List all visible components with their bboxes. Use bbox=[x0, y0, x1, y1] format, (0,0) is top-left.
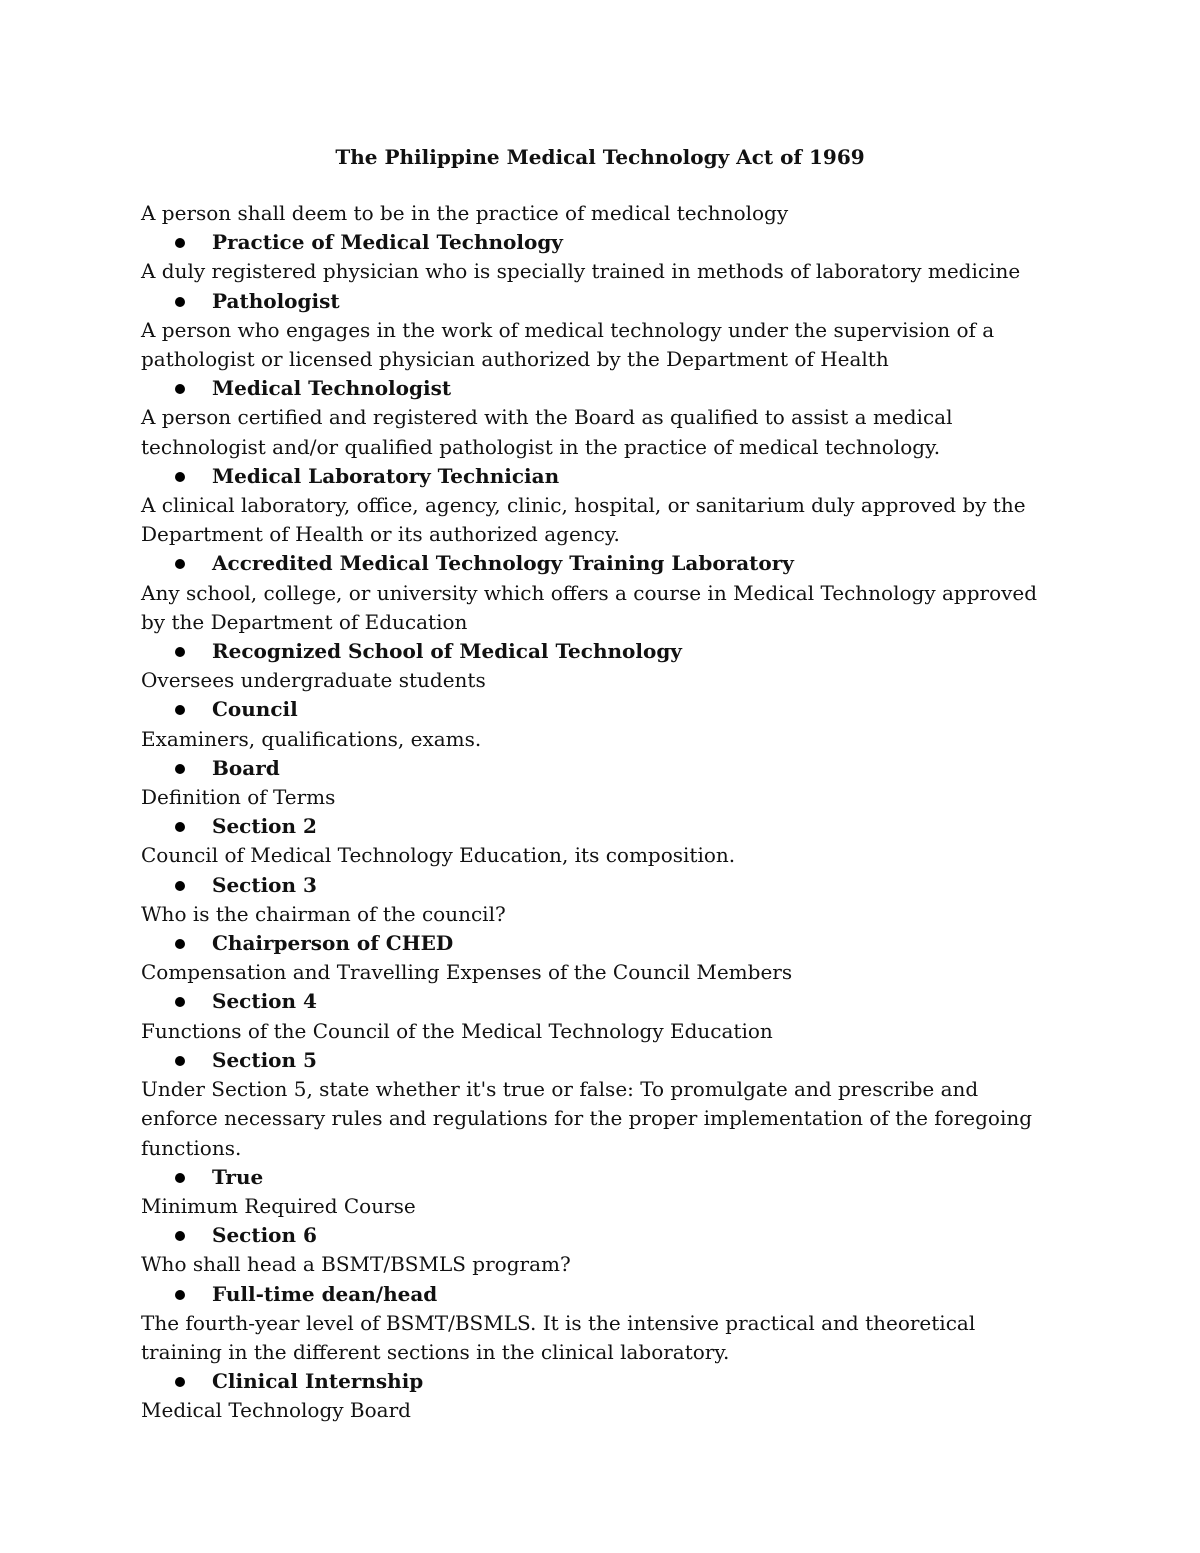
trailing-text: Medical Technology Board bbox=[141, 1398, 411, 1423]
term-definition: Functions of the Council of the Medical Technology Education bbox=[141, 1018, 773, 1043]
term-answer bbox=[141, 637, 1061, 666]
term-answer bbox=[141, 228, 1061, 257]
term-answer-text: Section 2 bbox=[212, 814, 317, 839]
term-answer bbox=[141, 1046, 1061, 1075]
term-definition: Oversees undergraduate students bbox=[141, 668, 486, 693]
term-answer bbox=[141, 1367, 1061, 1396]
term-answer-text: Medical Technologist bbox=[212, 376, 452, 401]
term-definition: A duly registered physician who is specially trained in methods of laboratory medicine bbox=[141, 259, 1021, 284]
term-definition: Examiners, qualifications, exams. bbox=[141, 726, 482, 751]
bullet-icon bbox=[175, 705, 185, 715]
term-answer-text: Pathologist bbox=[212, 288, 340, 313]
term-definition: The fourth-year level of BSMT/BSMLS. It is the intensive practical and theoretical training in the different sections in the clinical laboratory. bbox=[141, 1310, 976, 1364]
term-answer bbox=[141, 374, 1061, 403]
term-definition: A person who engages in the work of medical technology under the supervision of a pathologist or licensed physician authorized by the Department of Health bbox=[141, 317, 995, 372]
bullet-icon bbox=[175, 1377, 185, 1387]
term-answer-text: Full-time dean/head bbox=[212, 1281, 438, 1306]
term-definition: Under Section 5, state whether it's true or false: To promulgate and prescribe and enforce necessary rules and regulations for the proper implementation of the foregoing functions. bbox=[141, 1077, 1033, 1160]
bullet-icon bbox=[175, 1231, 185, 1241]
bullet-icon bbox=[175, 297, 185, 307]
bullet-icon bbox=[175, 764, 185, 774]
term-definition: Definition of Terms bbox=[141, 785, 336, 810]
term-definition: Any school, college, or university which offers a course in Medical Technology approved by the Department of Education bbox=[141, 580, 1038, 634]
bullet-icon bbox=[175, 1290, 185, 1300]
term-answer bbox=[141, 287, 1061, 316]
term-definition: A clinical laboratory, office, agency, clinic, hospital, or sanitarium duly approved by the Department of Health or its authorized agency. bbox=[141, 493, 1026, 547]
term-definition: Council of Medical Technology Education, its composition. bbox=[141, 843, 736, 868]
term-answer bbox=[141, 549, 1061, 578]
term-answer-text: Clinical Internship bbox=[212, 1369, 424, 1394]
term-answer-text: Recognized School of Medical Technology bbox=[212, 639, 682, 664]
term-answer-text: Chairperson of CHED bbox=[212, 931, 454, 956]
bullet-icon bbox=[175, 881, 185, 891]
term-answer bbox=[141, 929, 1061, 958]
term-answer bbox=[141, 1163, 1061, 1192]
bullet-icon bbox=[175, 1173, 185, 1183]
bullet-icon bbox=[175, 238, 185, 248]
term-answer bbox=[141, 987, 1061, 1016]
term-definition: Who is the chairman of the council? bbox=[141, 901, 506, 926]
term-answer bbox=[141, 812, 1061, 841]
bullet-icon bbox=[175, 472, 185, 482]
document-title: The Philippine Medical Technology Act of 1969 bbox=[335, 145, 865, 169]
bullet-icon bbox=[175, 939, 185, 949]
term-answer-text: Practice of Medical Technology bbox=[212, 230, 563, 255]
term-answer bbox=[141, 871, 1061, 900]
term-answer-text: True bbox=[212, 1164, 264, 1189]
term-answer-text: Section 4 bbox=[212, 989, 317, 1014]
term-definition: Who shall head a BSMT/BSMLS program? bbox=[141, 1252, 571, 1277]
term-definition: Compensation and Travelling Expenses of the Council Members bbox=[141, 960, 793, 985]
term-definition: A person shall deem to be in the practice of medical technology bbox=[141, 201, 789, 225]
term-answer-text: Council bbox=[212, 697, 298, 722]
bullet-icon bbox=[175, 822, 185, 832]
term-answer bbox=[141, 754, 1061, 783]
term-answer-text: Medical Laboratory Technician bbox=[212, 463, 560, 488]
term-answer-text: Section 5 bbox=[212, 1047, 317, 1072]
term-answer bbox=[141, 1221, 1061, 1250]
bullet-icon bbox=[175, 559, 185, 569]
bullet-icon bbox=[175, 384, 185, 394]
term-definition: A person certified and registered with the Board as qualified to assist a medical technologist and/or qualified pathologist in the practice of medical technology. bbox=[141, 405, 953, 459]
term-answer bbox=[141, 1280, 1061, 1309]
term-answer-text: Section 6 bbox=[212, 1223, 317, 1248]
bullet-icon bbox=[175, 1056, 185, 1066]
term-answer bbox=[141, 695, 1061, 724]
term-definition: Minimum Required Course bbox=[141, 1193, 416, 1218]
document-body bbox=[141, 199, 1061, 1426]
term-answer-text: Accredited Medical Technology Training Laboratory bbox=[212, 551, 794, 576]
term-answer-text: Section 3 bbox=[212, 872, 317, 897]
term-answer-text: Board bbox=[212, 755, 280, 780]
term-answer bbox=[141, 462, 1061, 491]
bullet-icon bbox=[175, 997, 185, 1007]
bullet-icon bbox=[175, 647, 185, 657]
